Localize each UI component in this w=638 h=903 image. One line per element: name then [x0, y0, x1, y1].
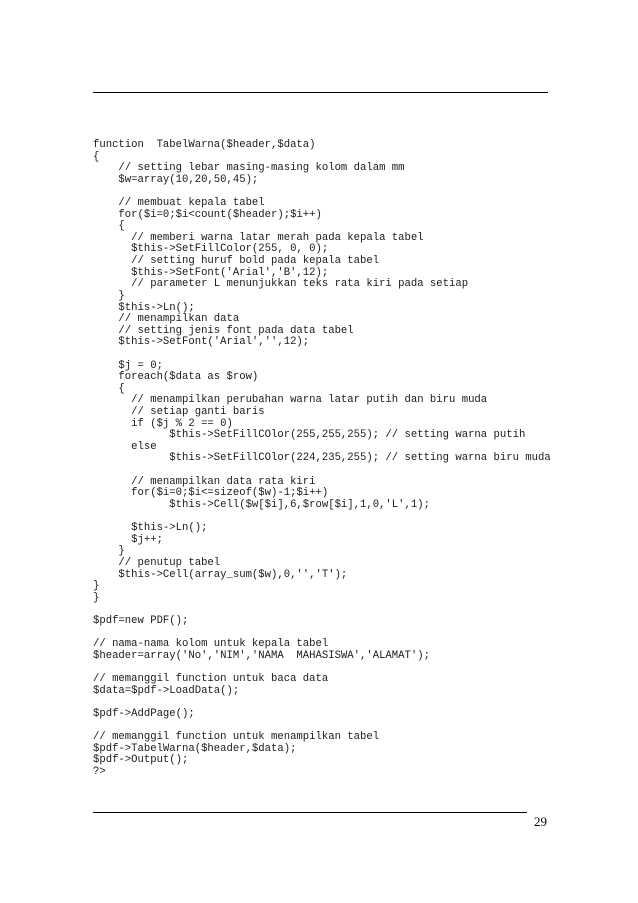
- code-line: // memberi warna latar merah pada kepala tabel: [93, 231, 424, 244]
- page-number: 29: [534, 814, 547, 829]
- code-line: $header=array('No','NIM','NAMA MAHASISWA','ALAMAT');: [93, 649, 430, 662]
- code-line: $w=array(10,20,50,45);: [93, 173, 259, 186]
- code-listing: [93, 140, 553, 779]
- code-line: $this->Ln();: [93, 522, 208, 535]
- code-line: // memanggil function untuk menampilkan tabel: [93, 731, 380, 744]
- footer-rule: [93, 812, 527, 813]
- code-line: {: [93, 150, 100, 163]
- code-line: {: [93, 220, 125, 233]
- code-line: // menampilkan perubahan warna latar putih dan biru muda: [93, 394, 488, 407]
- code-line: if ($j % 2 == 0): [93, 417, 233, 430]
- code-line: else: [93, 440, 157, 453]
- code-line: $this->SetFillCOlor(255,255,255); // setting warna putih: [93, 429, 526, 442]
- code-line: }: [93, 580, 100, 593]
- code-line: $this->Cell(array_sum($w),0,'','T');: [93, 568, 348, 581]
- code-line: [93, 465, 553, 477]
- code-line: $this->SetFillCOlor(224,235,255); // setting warna biru muda: [93, 452, 551, 465]
- code-line: // penutup tabel: [93, 556, 221, 569]
- code-line: // setting lebar masing-masing kolom dalam mm: [93, 162, 405, 175]
- code-line: $pdf->TabelWarna($header,$data);: [93, 742, 297, 755]
- code-line: [93, 349, 553, 361]
- code-line: // menampilkan data: [93, 313, 240, 326]
- code-line: }: [93, 545, 125, 558]
- code-line: $this->SetFont('Arial','',12);: [93, 336, 310, 349]
- code-line: for($i=0;$i<=sizeof($w)-1;$i++): [93, 487, 329, 500]
- code-line: $this->Cell($w[$i],6,$row[$i],1,0,'L',1);: [93, 498, 430, 511]
- code-line: {: [93, 382, 125, 395]
- code-line: // nama-nama kolom untuk kepala tabel: [93, 638, 329, 651]
- code-line: $pdf->Output();: [93, 754, 189, 767]
- code-line: $j = 0;: [93, 359, 163, 372]
- code-line: foreach($data as $row): [93, 371, 259, 384]
- code-line: // setting jenis font pada data tabel: [93, 324, 354, 337]
- code-line: $j++;: [93, 533, 163, 546]
- code-line: // memanggil function untuk baca data: [93, 673, 329, 686]
- code-line: $pdf->AddPage();: [93, 707, 195, 720]
- code-line: for($i=0;$i<count($header);$i++): [93, 208, 322, 221]
- code-line: $this->Ln();: [93, 301, 195, 314]
- code-line: // menampilkan data rata kiri: [93, 475, 316, 488]
- code-line: $pdf=new PDF();: [93, 614, 189, 627]
- code-line: // setiap ganti baris: [93, 406, 265, 419]
- header-rule: [93, 92, 548, 93]
- code-line: ?>: [93, 765, 106, 778]
- code-line: $this->SetFillColor(255, 0, 0);: [93, 243, 329, 256]
- code-line: $data=$pdf->LoadData();: [93, 684, 240, 697]
- code-line: function TabelWarna($header,$data): [93, 139, 316, 151]
- code-line: // parameter L menunjukkan teks rata kiri pada setiap: [93, 278, 469, 291]
- code-line: }: [93, 289, 125, 302]
- code-line: }: [93, 591, 100, 604]
- code-line: // membuat kepala tabel: [93, 197, 265, 210]
- code-line: // setting huruf bold pada kepala tabel: [93, 255, 380, 268]
- code-line: $this->SetFont('Arial','B',12);: [93, 266, 329, 279]
